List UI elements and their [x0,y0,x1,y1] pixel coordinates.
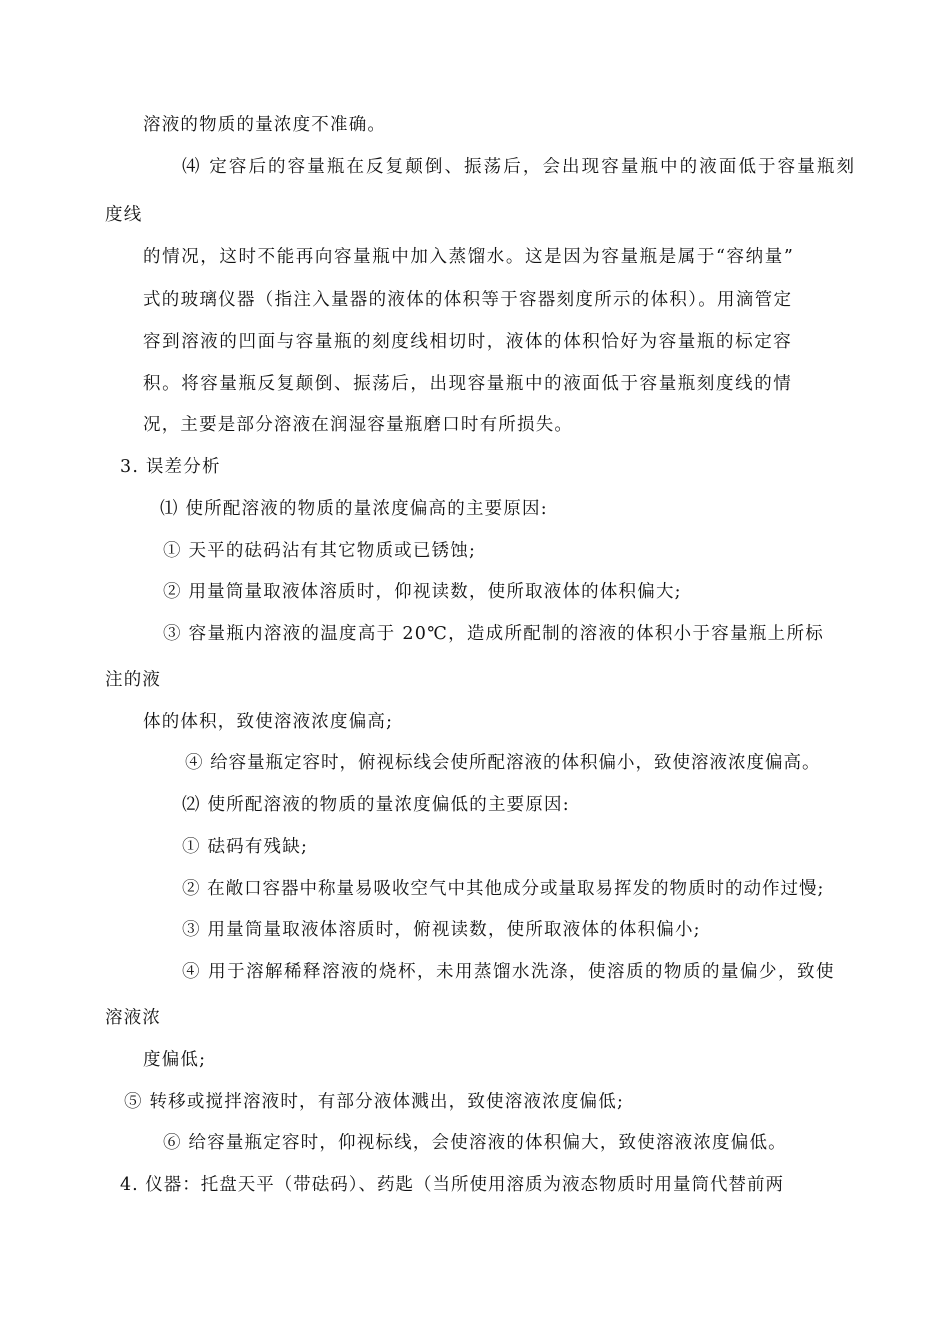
subsection-heading: ⑵ 使所配溶液的物质的量浓度偏低的主要原因: [182,795,570,815]
section-heading: 4. 仪器：托盘天平（带砝码）、药匙（当所使用溶质为液态物质时用量筒代替前两 [120,1175,785,1195]
list-item: ③ 用量筒量取液体溶质时，俯视读数，使所取液体的体积偏小; [182,920,701,940]
text-line: 溶液的物质的量浓度不准确。 [143,115,387,135]
text-line: 溶液浓 [105,1008,162,1028]
text-line: 积。将容量瓶反复颠倒、振荡后，出现容量瓶中的液面低于容量瓶刻度线的情 [143,374,793,394]
text-line: 度线 [105,205,143,225]
section-heading: 3. 误差分析 [120,457,221,477]
list-item: ③ 容量瓶内溶液的温度高于 20℃，造成所配制的溶液的体积小于容量瓶上所标 [163,624,825,644]
list-item: ① 天平的砝码沾有其它物质或已锈蚀; [163,541,477,561]
text-line: 度偏低; [143,1050,207,1070]
list-item: ④ 用于溶解稀释溶液的烧杯，未用蒸馏水洗涤，使溶质的物质的量偏少，致使 [182,962,836,982]
list-item: ⑥ 给容量瓶定容时，仰视标线，会使溶液的体积偏大，致使溶液浓度偏低。 [163,1133,787,1153]
subsection-heading: ⑴ 使所配溶液的物质的量浓度偏高的主要原因: [160,499,548,519]
list-item: ② 在敞口容器中称量易吸收空气中其他成分或量取易挥发的物质时的动作过慢; [182,879,825,899]
text-line: ⑷ 定容后的容量瓶在反复颠倒、振荡后，会出现容量瓶中的液面低于容量瓶刻 [182,157,857,177]
list-item: ② 用量筒量取液体溶质时，仰视读数，使所取液体的体积偏大; [163,582,682,602]
text-line: 的情况，这时不能再向容量瓶中加入蒸馏水。这是因为容量瓶是属于“容纳量” [143,247,795,267]
text-line: 容到溶液的凹面与容量瓶的刻度线相切时，液体的体积恰好为容量瓶的标定容 [143,332,793,352]
list-item: ① 砝码有残缺; [182,837,309,857]
list-item: ⑤ 转移或搅拌溶液时，有部分液体溅出，致使溶液浓度偏低; [124,1092,625,1112]
text-line: 况，主要是部分溶液在润湿容量瓶磨口时有所损失。 [143,415,574,435]
text-line: 式的玻璃仪器（指注入量器的液体的体积等于容器刻度所示的体积）。用滴管定 [143,290,793,310]
list-item: ④ 给容量瓶定容时，俯视标线会使所配溶液的体积偏小，致使溶液浓度偏高。 [185,753,821,773]
text-line: 体的体积，致使溶液浓度偏高; [143,712,394,732]
text-line: 注的液 [105,670,162,690]
